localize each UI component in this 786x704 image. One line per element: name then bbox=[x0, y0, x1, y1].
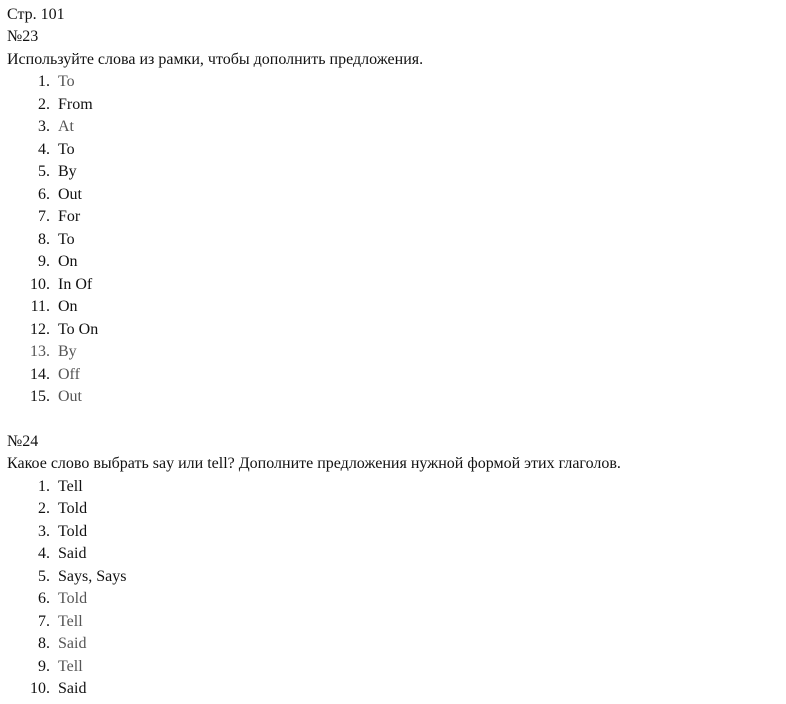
item-answer: By bbox=[58, 163, 77, 181]
item-answer: To On bbox=[58, 320, 99, 338]
item-number: 10. bbox=[30, 680, 50, 698]
item-answer: Tell bbox=[58, 612, 83, 630]
list-item bbox=[7, 71, 777, 94]
exercise-24-number: №24 bbox=[7, 433, 39, 451]
item-answer: Told bbox=[58, 522, 88, 540]
item-answer: Said bbox=[58, 680, 87, 698]
list-item bbox=[7, 364, 777, 387]
list-item bbox=[7, 341, 777, 364]
exercise-23-instruction: Используйте слова из рамки, чтобы дополнить предложения. bbox=[7, 50, 424, 68]
item-number: 3. bbox=[38, 118, 50, 136]
list-item bbox=[7, 611, 777, 634]
exercise-23-number: №23 bbox=[7, 28, 39, 46]
list-item bbox=[7, 633, 777, 656]
item-number: 9. bbox=[38, 253, 50, 271]
exercise-24-answer-list bbox=[7, 476, 777, 701]
list-item bbox=[7, 521, 777, 544]
item-answer: By bbox=[58, 343, 77, 361]
list-item bbox=[7, 229, 777, 252]
exercise-23-answer-list bbox=[7, 71, 777, 409]
item-number: 8. bbox=[38, 230, 50, 248]
list-item bbox=[7, 206, 777, 229]
item-number: 3. bbox=[38, 522, 50, 540]
item-answer: Says, Says bbox=[58, 567, 127, 585]
item-number: 9. bbox=[38, 657, 50, 675]
item-answer: Said bbox=[58, 635, 87, 653]
item-answer: On bbox=[58, 298, 78, 316]
item-number: 10. bbox=[30, 275, 50, 293]
list-item bbox=[7, 476, 777, 499]
page-reference: Стр. 101 bbox=[7, 6, 65, 23]
item-number: 4. bbox=[38, 545, 50, 563]
item-answer: Out bbox=[58, 185, 82, 203]
item-number: 1. bbox=[38, 73, 50, 91]
list-item bbox=[7, 566, 777, 589]
item-number: 2. bbox=[38, 95, 50, 113]
list-item bbox=[7, 543, 777, 566]
list-item bbox=[7, 274, 777, 297]
item-answer: Told bbox=[58, 590, 88, 608]
item-number: 6. bbox=[38, 185, 50, 203]
item-answer: Said bbox=[58, 545, 87, 563]
item-answer: To bbox=[58, 230, 75, 248]
item-answer: Out bbox=[58, 388, 82, 406]
list-item bbox=[7, 116, 777, 139]
item-number: 7. bbox=[38, 612, 50, 630]
item-answer: For bbox=[58, 208, 81, 226]
list-item bbox=[7, 184, 777, 207]
list-item bbox=[7, 319, 777, 342]
exercise-24-instruction: Какое слово выбрать say или tell? Дополните предложения нужной формой этих глаголов. bbox=[7, 455, 621, 473]
list-item bbox=[7, 656, 777, 679]
item-number: 5. bbox=[38, 567, 50, 585]
item-number: 7. bbox=[38, 208, 50, 226]
list-item bbox=[7, 386, 777, 409]
item-number: 4. bbox=[38, 140, 50, 158]
item-number: 13. bbox=[30, 343, 50, 361]
list-item bbox=[7, 588, 777, 611]
item-number: 8. bbox=[38, 635, 50, 653]
list-item bbox=[7, 296, 777, 319]
item-answer: At bbox=[58, 118, 74, 136]
item-number: 12. bbox=[30, 320, 50, 338]
item-answer: From bbox=[58, 95, 93, 113]
list-item bbox=[7, 139, 777, 162]
item-answer: To bbox=[58, 140, 75, 158]
item-answer: In Of bbox=[58, 275, 93, 293]
item-number: 6. bbox=[38, 590, 50, 608]
item-answer: On bbox=[58, 253, 78, 271]
item-answer: Off bbox=[58, 365, 80, 383]
item-number: 14. bbox=[30, 365, 50, 383]
list-item bbox=[7, 94, 777, 117]
list-item bbox=[7, 161, 777, 184]
section-spacer bbox=[7, 409, 777, 431]
list-item bbox=[7, 678, 777, 701]
item-number: 2. bbox=[38, 500, 50, 518]
list-item bbox=[7, 251, 777, 274]
list-item bbox=[7, 498, 777, 521]
item-number: 15. bbox=[30, 388, 50, 406]
item-number: 5. bbox=[38, 163, 50, 181]
item-answer: To bbox=[58, 73, 75, 91]
item-answer: Told bbox=[58, 500, 88, 518]
item-number: 11. bbox=[30, 298, 50, 316]
item-answer: Tell bbox=[58, 477, 83, 495]
document-page bbox=[7, 4, 777, 701]
item-number: 1. bbox=[38, 477, 50, 495]
item-answer: Tell bbox=[58, 657, 83, 675]
